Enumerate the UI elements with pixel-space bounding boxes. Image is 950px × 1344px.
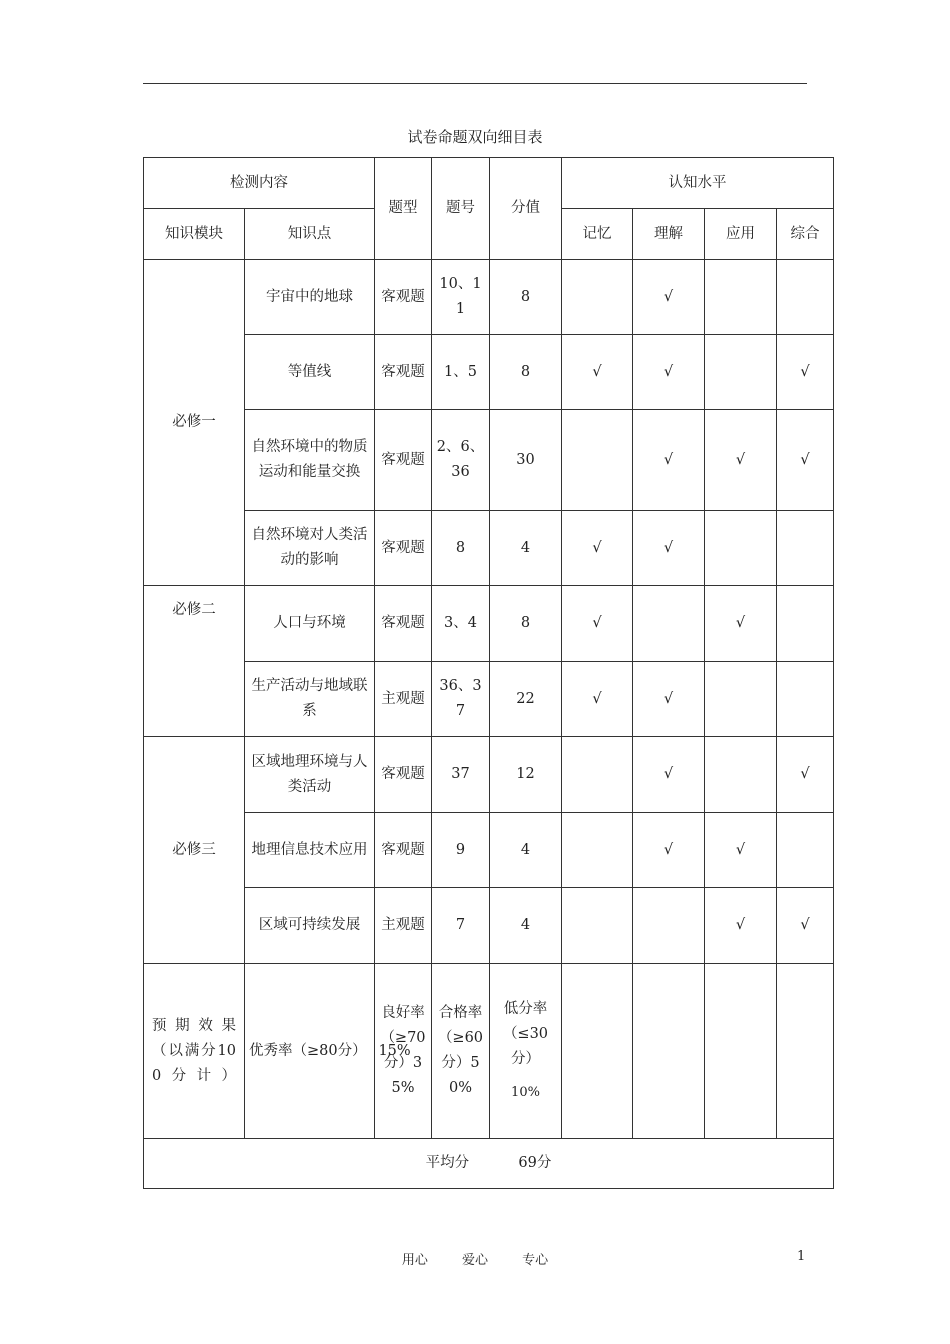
check-synthesis <box>777 662 834 737</box>
question-number: 36、37 <box>432 662 490 737</box>
knowledge-point: 生产活动与地域联系 <box>245 662 375 737</box>
average-label: 平均分 <box>425 1155 470 1171</box>
table-row <box>144 511 834 586</box>
check-memory <box>562 410 633 511</box>
header-row-1 <box>144 158 834 209</box>
header-number: 题号 <box>432 158 490 260</box>
module-cell: 必修一 <box>144 260 245 586</box>
level-memory: 记忆 <box>562 209 633 260</box>
check-memory <box>562 888 633 964</box>
knowledge-point: 地理信息技术应用 <box>245 813 375 888</box>
low-rate-label: 低分率（≤30分） <box>502 1001 549 1067</box>
score-value: 8 <box>490 335 562 410</box>
question-type: 客观题 <box>375 335 432 410</box>
check-apply <box>705 662 777 737</box>
header-module: 知识模块 <box>144 209 245 260</box>
empty-cell <box>705 964 777 1139</box>
check-synthesis <box>777 586 834 662</box>
check-synthesis: √ <box>777 335 834 410</box>
empty-cell <box>562 964 633 1139</box>
check-understand: √ <box>633 260 705 335</box>
check-apply: √ <box>705 813 777 888</box>
check-memory: √ <box>562 335 633 410</box>
check-synthesis <box>777 813 834 888</box>
check-understand: √ <box>633 662 705 737</box>
question-type: 客观题 <box>375 511 432 586</box>
check-apply <box>705 511 777 586</box>
check-apply: √ <box>705 410 777 511</box>
table-row <box>144 737 834 813</box>
header-point: 知识点 <box>245 209 375 260</box>
question-number: 1、5 <box>432 335 490 410</box>
question-number: 3、4 <box>432 586 490 662</box>
knowledge-point: 自然环境对人类活动的影响 <box>245 511 375 586</box>
footer-motto-2: 爱心 <box>461 1253 488 1268</box>
check-apply <box>705 335 777 410</box>
level-apply: 应用 <box>705 209 777 260</box>
check-synthesis: √ <box>777 737 834 813</box>
header-cognitive: 认知水平 <box>562 158 834 209</box>
header-rule <box>143 83 807 84</box>
pass-rate: 合格率（≥60分）50% <box>432 964 490 1139</box>
expected-results-row <box>144 964 834 1139</box>
knowledge-point: 等值线 <box>245 335 375 410</box>
check-memory: √ <box>562 662 633 737</box>
table-row <box>144 335 834 410</box>
score-value: 8 <box>490 260 562 335</box>
table-row <box>144 586 834 662</box>
table-row <box>144 888 834 964</box>
check-understand: √ <box>633 410 705 511</box>
question-type: 主观题 <box>375 888 432 964</box>
empty-cell <box>633 964 705 1139</box>
table-row <box>144 813 834 888</box>
knowledge-point: 宇宙中的地球 <box>245 260 375 335</box>
question-number: 37 <box>432 737 490 813</box>
good-rate: 良好率（≥70分）35% <box>375 964 432 1139</box>
question-type: 客观题 <box>375 737 432 813</box>
question-type: 主观题 <box>375 662 432 737</box>
check-apply <box>705 737 777 813</box>
score-value: 30 <box>490 410 562 511</box>
average-row <box>144 1139 834 1189</box>
check-understand: √ <box>633 737 705 813</box>
specification-table <box>143 157 834 1189</box>
score-value: 4 <box>490 511 562 586</box>
low-rate-value: 10% <box>511 1085 540 1100</box>
header-type: 题型 <box>375 158 432 260</box>
header-score: 分值 <box>490 158 562 260</box>
question-type: 客观题 <box>375 410 432 511</box>
knowledge-point: 区域可持续发展 <box>245 888 375 964</box>
header-content: 检测内容 <box>144 158 375 209</box>
score-value: 22 <box>490 662 562 737</box>
average-cell <box>144 1139 834 1189</box>
question-type: 客观题 <box>375 586 432 662</box>
score-value: 12 <box>490 737 562 813</box>
question-type: 客观题 <box>375 260 432 335</box>
question-number: 8 <box>432 511 490 586</box>
check-synthesis <box>777 511 834 586</box>
average-value: 69分 <box>518 1155 552 1171</box>
question-number: 7 <box>432 888 490 964</box>
check-understand: √ <box>633 813 705 888</box>
score-value: 8 <box>490 586 562 662</box>
check-memory <box>562 813 633 888</box>
level-understand: 理解 <box>633 209 705 260</box>
score-value: 4 <box>490 813 562 888</box>
excellent-rate-text: 优秀率（≥80分） 15% <box>249 1042 411 1059</box>
module-cell: 必修三 <box>144 737 245 964</box>
check-memory: √ <box>562 511 633 586</box>
check-synthesis <box>777 260 834 335</box>
check-apply: √ <box>705 888 777 964</box>
check-synthesis: √ <box>777 410 834 511</box>
table-row <box>144 260 834 335</box>
question-number: 10、11 <box>432 260 490 335</box>
low-rate <box>490 964 562 1139</box>
knowledge-point: 自然环境中的物质运动和能量交换 <box>245 410 375 511</box>
level-synthesis: 综合 <box>777 209 834 260</box>
check-apply <box>705 260 777 335</box>
check-understand <box>633 888 705 964</box>
check-memory <box>562 737 633 813</box>
page-footer <box>0 1249 950 1268</box>
document-title: 试卷命题双向细目表 <box>407 128 543 146</box>
empty-cell <box>777 964 834 1139</box>
check-understand <box>633 586 705 662</box>
footer-motto-3: 专心 <box>522 1253 549 1268</box>
question-type: 客观题 <box>375 813 432 888</box>
question-number: 2、6、36 <box>432 410 490 511</box>
knowledge-point: 区域地理环境与人类活动 <box>245 737 375 813</box>
knowledge-point: 人口与环境 <box>245 586 375 662</box>
question-number: 9 <box>432 813 490 888</box>
check-apply: √ <box>705 586 777 662</box>
check-memory <box>562 260 633 335</box>
table-row <box>144 662 834 737</box>
check-understand: √ <box>633 335 705 410</box>
check-synthesis: √ <box>777 888 834 964</box>
check-memory: √ <box>562 586 633 662</box>
footer-motto-1: 用心 <box>401 1253 428 1268</box>
module-cell: 必修二 <box>144 586 245 737</box>
expected-label: 预期效果（以满分100分计） <box>144 964 245 1139</box>
table-row <box>144 410 834 511</box>
page-number: 1 <box>797 1249 806 1264</box>
check-understand: √ <box>633 511 705 586</box>
score-value: 4 <box>490 888 562 964</box>
